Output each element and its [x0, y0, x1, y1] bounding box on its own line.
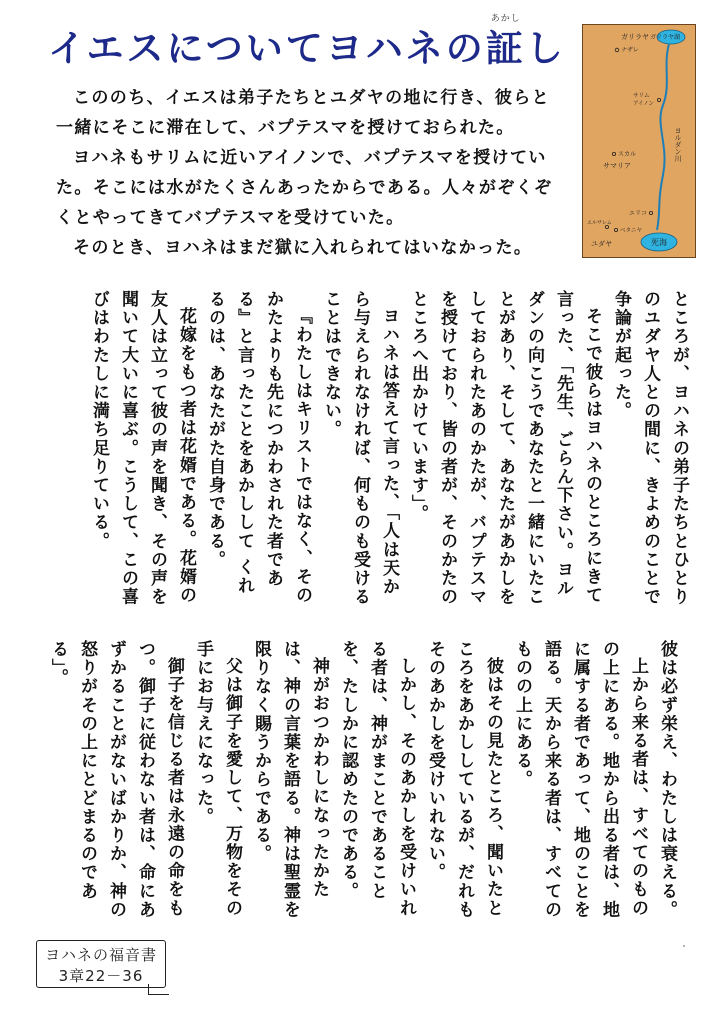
scripture-reference [36, 940, 166, 988]
reference-chapter: 3章22－36 [58, 967, 144, 985]
map-label-sychar: スカル [618, 151, 637, 158]
map-label-bethany: ベタニヤ [620, 228, 643, 234]
text-paragraph: 彼は必ず栄え、わたしは衰える。 [657, 640, 677, 919]
map-label-ainon: アイノン [633, 101, 654, 107]
map-label-samaria: サマリア [603, 162, 631, 170]
text-paragraph: 神がおつかわしになったかたは、神の言葉を語る。神は聖霊を限りなく賜うからである。 [251, 640, 329, 919]
page-title: イエスについてヨハネの あかし 証し [48, 18, 566, 72]
map-label-dead-sea: 死海 [651, 238, 667, 247]
intro-text [56, 83, 556, 263]
palestine-map [582, 24, 696, 258]
reference-book: ヨハネの福音書 [44, 946, 157, 964]
map-label-salim: サリム [633, 93, 650, 99]
scroll-tail-decoration [148, 984, 169, 995]
text-paragraph: 上から来る者は、すべてのものの上にある。地から出る者は、地に属する者であって、地のことを語る。天から来る者は、すべてのものの上にある。 [512, 640, 648, 919]
map-label-nazareth: ナザレ [621, 47, 639, 54]
main-text-upper [84, 290, 693, 612]
bethany-marker [614, 228, 617, 231]
intro-paragraph: そのとき、ヨハネはまだ獄に入れられてはいなかった。 [73, 238, 533, 258]
intro-paragraph: ヨハネもサリムに近いアイノンで、バプテスマを授けていた。そこには水がたくさんあったからである。人々がぞくぞくとやってきてバプテスマを受けていた。 [56, 148, 553, 228]
intro-paragraph: こののち、イエスは弟子たちとユダヤの地に行き、彼らと一緒にそこに滞在して、バプテスマを授けておられた。 [56, 88, 551, 138]
title-ruby: あかし [490, 14, 521, 24]
main-text-lower [43, 640, 681, 930]
ainon-marker [657, 98, 660, 101]
text-paragraph: 『わたしはキリストではなく、そのかたよりも先につかわされた者である』と言ったことをあかしして くれるのは、あなたがた自身である。 [205, 290, 312, 605]
map-label-jericho: エリコ [629, 210, 647, 217]
text-paragraph: 御子を信じる者は永遠の命をもつ。御子に従わない者は、命にあずかることがないばかりか、神の怒りがその上にとどまるのである」。 [48, 640, 184, 919]
jericho-marker [649, 211, 652, 214]
text-paragraph: ヨハネは答えて言った、「人は天から与えられなければ、何ものも受けることはできない。 [321, 290, 399, 607]
map-drawing [583, 25, 695, 257]
map-label-galilee-sea: ガリラヤ湖 [649, 34, 681, 41]
text-paragraph: ところが、ヨハネの弟子たちとひとりのユダヤ人との間に、きよめのことで争論が起った。 [611, 290, 689, 607]
map-label-jerusalem: エルサレム [587, 220, 612, 226]
map-label-galilee: ガリラヤ [621, 33, 649, 41]
page-dot [683, 945, 685, 947]
sychar-marker [612, 152, 615, 155]
text-paragraph: しかし、そのあかしを受けいれる者は、神がまことであることを、たしかに認めたのである。 [338, 640, 416, 918]
jordan-river-line [657, 44, 669, 230]
map-label-jordan: ヨルダン川 [674, 127, 682, 162]
text-paragraph: 彼はその見たところ、聞いたところをあかししているが、だれもそのあかしを受けいれない。 [425, 640, 503, 919]
text-paragraph: 父は御子を愛して、万物をその手にお与えになった。 [193, 640, 242, 918]
text-paragraph: そこで彼らはヨハネのところにきて言った、「先生、ごらん下さい。ヨルダンの向こうであなたと一緒にいたことがあり、そして、あなたがあかしをしておられたあのかたが、バプテスマを授けており、皆の者が、そのかたのところへ出かけています」。 [408, 290, 602, 607]
text-paragraph: 花嫁をもつ者は花婿である。花婿の友人は立って彼の声を聞き、その声を聞いて大いに喜ぶ。こうして、この喜びはわたしに満ち足りている。 [89, 290, 196, 607]
nazareth-marker [615, 48, 619, 52]
title-kanji-with-ruby: あかし 証 [486, 18, 526, 72]
map-label-judea: ユダヤ [591, 240, 612, 248]
